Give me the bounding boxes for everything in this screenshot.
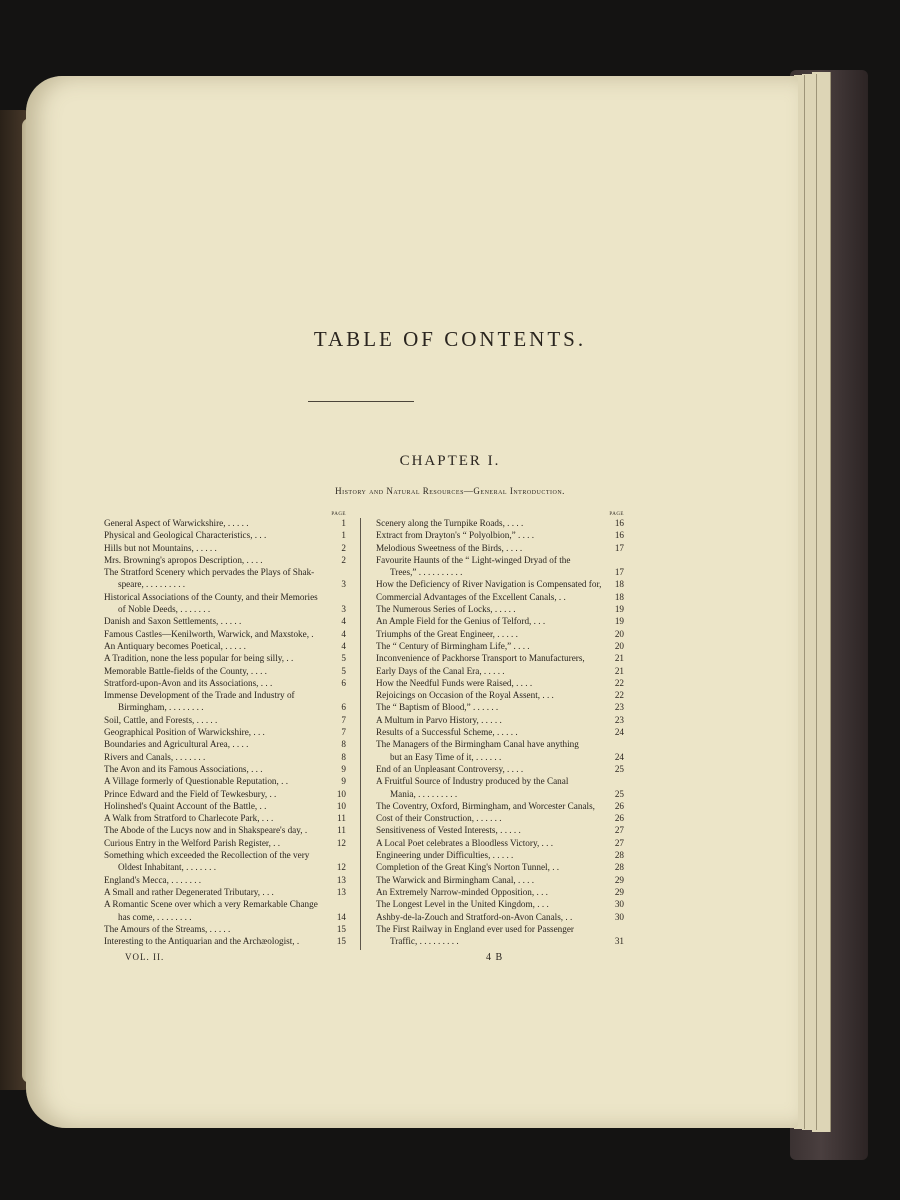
toc-entry-title: Danish and Saxon Settlements, . . . . . <box>104 616 242 627</box>
toc-entry-page: 3 <box>341 579 346 590</box>
toc-entry-page: 15 <box>336 923 346 934</box>
toc-entry <box>104 874 346 886</box>
toc-entry-title: An Extremely Narrow-minded Opposition, . . . <box>376 886 548 897</box>
toc-entry-title: The Warwick and Birmingham Canal, . . . . <box>376 874 535 885</box>
toc-entry-page: 18 <box>614 591 624 602</box>
toc-entry-page: 6 <box>341 677 346 688</box>
column-divider <box>360 518 361 950</box>
page-column-label: PAGE <box>609 512 624 517</box>
toc-entry-page: 20 <box>614 640 624 651</box>
toc-entry-title: Hills but not Mountains, . . . . . <box>104 542 217 553</box>
toc-entry <box>376 714 624 726</box>
toc-entry-title: End of an Unpleasant Controversy, . . . . <box>376 763 524 774</box>
toc-entry <box>376 800 624 812</box>
toc-entry-page: 4 <box>341 628 346 639</box>
toc-column-right <box>376 512 624 947</box>
toc-entry <box>104 689 346 701</box>
toc-entry-page: 21 <box>614 665 624 676</box>
toc-entry-page: 23 <box>614 702 624 713</box>
toc-entry-page: 25 <box>614 788 624 799</box>
toc-entry <box>104 591 346 603</box>
toc-entry <box>104 775 346 787</box>
toc-entry-page: 21 <box>614 653 624 664</box>
toc-entry-title: Immense Development of the Trade and Industry of <box>104 690 295 701</box>
toc-entry <box>376 775 624 787</box>
toc-entry-title: Traffic, . . . . . . . . . <box>390 936 459 947</box>
toc-entry <box>376 824 624 836</box>
toc-entry-title: How the Deficiency of River Navigation is Compensated for, <box>376 579 602 590</box>
toc-entry <box>376 898 624 910</box>
toc-entry-title: Ashby-de-la-Zouch and Stratford-on-Avon Canals, . . <box>376 911 573 922</box>
toc-entry <box>104 640 346 652</box>
toc-entry <box>104 665 346 677</box>
toc-entry-page: 13 <box>336 874 346 885</box>
chapter-heading: CHAPTER I. <box>399 453 501 469</box>
toc-entry-title: Scenery along the Turnpike Roads, . . . . <box>376 518 524 528</box>
toc-entry-title: Curious Entry in the Welford Parish Register, . . <box>104 837 281 848</box>
toc-entry <box>104 898 346 910</box>
toc-entry-title: Birmingham, . . . . . . . . <box>118 702 204 713</box>
toc-entry <box>376 923 624 935</box>
toc-entry-title: A Tradition, none the less popular for being silly, . . <box>104 653 294 664</box>
toc-entry <box>104 800 346 812</box>
toc-entry-page: 2 <box>341 554 346 565</box>
toc-entry-page: 26 <box>614 800 624 811</box>
toc-entry-title: Rejoicings on Occasion of the Royal Assent, . . . <box>376 690 554 701</box>
toc-entry-page: 26 <box>614 813 624 824</box>
toc-entry-title: Historical Associations of the County, and their Memories <box>104 591 318 602</box>
toc-entry <box>104 542 346 554</box>
toc-entry <box>376 738 624 750</box>
toc-entry-title: The Longest Level in the United Kingdom, . . . <box>376 899 549 910</box>
toc-entry-title: of Noble Deeds, . . . . . . . <box>118 604 211 615</box>
toc-entry <box>376 517 624 529</box>
toc-entry-page: 6 <box>341 702 346 713</box>
toc-entry <box>104 911 346 923</box>
toc-entry-page: 12 <box>336 837 346 848</box>
toc-entry <box>376 566 624 578</box>
toc-entry-title: A Multum in Parvo History, . . . . . <box>376 714 502 725</box>
toc-entry <box>376 751 624 763</box>
toc-entry-page: 4 <box>341 640 346 651</box>
toc-entry-title: speare, . . . . . . . . . <box>118 579 186 590</box>
toc-entry-page: 30 <box>614 911 624 922</box>
toc-entry-page: 8 <box>341 751 346 762</box>
toc-entry <box>376 849 624 861</box>
toc-entry-title: The Managers of the Birmingham Canal have anything <box>376 739 579 750</box>
toc-entry-page: 19 <box>614 616 624 627</box>
toc-entry-title: The “ Baptism of Blood,” . . . . . . <box>376 702 499 713</box>
toc-entry-title: The Coventry, Oxford, Birmingham, and Worcester Canals, <box>376 800 595 811</box>
toc-entry <box>376 628 624 640</box>
toc-entry <box>104 788 346 800</box>
toc-entry <box>104 812 346 824</box>
toc-entry <box>376 726 624 738</box>
toc-entry-page: 7 <box>341 714 346 725</box>
toc-entry-title: Engineering under Difficulties, . . . . . <box>376 850 514 861</box>
toc-entry <box>376 677 624 689</box>
toc-entry-page: 11 <box>337 813 346 824</box>
toc-entry-title: Interesting to the Antiquarian and the Archæologist, . <box>104 936 300 947</box>
toc-entry-page: 12 <box>336 862 346 873</box>
title-rule <box>308 401 414 402</box>
toc-entry-title: Geographical Position of Warwickshire, . . . <box>104 727 265 738</box>
toc-entry-title: A Village formerly of Questionable Reputation, . . <box>104 776 289 787</box>
toc-entry-title: Rivers and Canals, . . . . . . . <box>104 751 206 762</box>
toc-entry-page: 24 <box>614 751 624 762</box>
toc-entry-page: 28 <box>614 850 624 861</box>
toc-entry <box>376 640 624 652</box>
toc-entry-page: 29 <box>614 886 624 897</box>
toc-entry-page: 10 <box>336 800 346 811</box>
toc-entry-page: 28 <box>614 862 624 873</box>
toc-entry <box>376 603 624 615</box>
toc-entry-title: The Abode of the Lucys now and in Shakspeare's day, . <box>104 825 308 836</box>
toc-entry-title: Trees,” . . . . . . . . . . <box>390 567 463 578</box>
toc-entry-page: 7 <box>341 727 346 738</box>
toc-entry-page: 17 <box>614 542 624 553</box>
toc-entry <box>104 751 346 763</box>
toc-entry-title: Holinshed's Quaint Account of the Battle, . . <box>104 800 267 811</box>
toc-entry <box>376 935 624 947</box>
toc-entry-title: Early Days of the Canal Era, . . . . . <box>376 665 505 676</box>
toc-entry-title: Inconvenience of Packhorse Transport to Manufacturers, <box>376 653 585 664</box>
toc-entry-title: An Ample Field for the Genius of Telford, . . . <box>376 616 546 627</box>
toc-entry <box>104 714 346 726</box>
toc-entry-page: 16 <box>614 518 624 528</box>
toc-entry-title: General Aspect of Warwickshire, . . . . . <box>104 518 249 528</box>
toc-entry <box>376 591 624 603</box>
toc-entry <box>376 615 624 627</box>
toc-entry-title: has come, . . . . . . . . <box>118 911 192 922</box>
toc-entry-page: 24 <box>614 727 624 738</box>
chapter-subtitle: History and Natural Resources—General Introduction. <box>335 486 565 496</box>
toc-entry-page: 15 <box>336 936 346 947</box>
toc-entry <box>104 861 346 873</box>
toc-entry-title: A Fruitful Source of Industry produced by the Canal <box>376 776 569 787</box>
toc-entry <box>376 837 624 849</box>
toc-entry-page: 31 <box>614 936 624 947</box>
toc-entry-page: 19 <box>614 604 624 615</box>
toc-entry-page: 9 <box>341 776 346 787</box>
toc-entry-page: 11 <box>337 825 346 836</box>
toc-entry-page: 1 <box>341 530 346 541</box>
toc-entry-title: Melodious Sweetness of the Birds, . . . . <box>376 542 523 553</box>
page-column-label: PAGE <box>331 512 346 517</box>
toc-entry-title: Oldest Inhabitant, . . . . . . . <box>118 862 216 873</box>
toc-entry-title: The Amours of the Streams, . . . . . <box>104 923 231 934</box>
toc-entry <box>376 874 624 886</box>
toc-entry-title: Boundaries and Agricultural Area, . . . . <box>104 739 249 750</box>
volume-label: VOL. II. <box>125 952 165 962</box>
toc-column-left <box>104 512 346 947</box>
toc-entry <box>104 923 346 935</box>
toc-entry <box>376 911 624 923</box>
toc-entry-page: 8 <box>341 739 346 750</box>
toc-list-left <box>104 517 346 947</box>
toc-entry <box>104 935 346 947</box>
toc-entry-page: 17 <box>614 567 624 578</box>
toc-entry-page: 27 <box>614 837 624 848</box>
toc-entry-title: Memorable Battle-fields of the County, . . . . <box>104 665 267 676</box>
toc-entry-title: Completion of the Great King's Norton Tunnel, . . <box>376 862 560 873</box>
toc-entry-title: The “ Century of Birmingham Life,” . . . . <box>376 640 530 651</box>
toc-entry-page: 5 <box>341 665 346 676</box>
toc-entry-page: 27 <box>614 825 624 836</box>
toc-entry <box>376 701 624 713</box>
toc-entry <box>376 652 624 664</box>
toc-entry-page: 22 <box>614 690 624 701</box>
toc-entry <box>376 812 624 824</box>
toc-entry-page: 5 <box>341 653 346 664</box>
toc-entry <box>104 849 346 861</box>
toc-entry <box>376 886 624 898</box>
toc-entry-page: 23 <box>614 714 624 725</box>
toc-entry <box>376 542 624 554</box>
toc-entry-title: Something which exceeded the Recollection of the very <box>104 850 310 861</box>
toc-entry-title: Mania, . . . . . . . . . <box>390 788 458 799</box>
toc-entry <box>376 788 624 800</box>
toc-entry-page: 2 <box>341 542 346 553</box>
toc-entry-title: Sensitiveness of Vested Interests, . . . . . <box>376 825 521 836</box>
toc-entry-page: 14 <box>336 911 346 922</box>
toc-entry-page: 13 <box>336 886 346 897</box>
toc-entry-title: An Antiquary becomes Poetical, . . . . . <box>104 640 246 651</box>
toc-entry-page: 3 <box>341 604 346 615</box>
toc-entry-title: England's Mecca, . . . . . . . <box>104 874 202 885</box>
toc-entry <box>104 763 346 775</box>
toc-entry-title: The Avon and its Famous Associations, . . . <box>104 763 263 774</box>
toc-entry <box>376 861 624 873</box>
toc-entry <box>104 517 346 529</box>
toc-entry-title: A Romantic Scene over which a very Remarkable Change <box>104 899 318 910</box>
toc-entry <box>376 665 624 677</box>
toc-entry-title: A Local Poet celebrates a Bloodless Victory, . . . <box>376 837 554 848</box>
page-title: TABLE OF CONTENTS. <box>313 327 587 351</box>
toc-entry-title: Mrs. Browning's apropos Description, . . . . <box>104 554 263 565</box>
toc-entry <box>104 615 346 627</box>
toc-entry-page: 20 <box>614 628 624 639</box>
toc-entry-title: Triumphs of the Great Engineer, . . . . . <box>376 628 518 639</box>
toc-entry-page: 9 <box>341 763 346 774</box>
toc-entry-title: Physical and Geological Characteristics, . . . <box>104 530 267 541</box>
toc-entry-title: The First Railway in England ever used for Passenger <box>376 923 574 934</box>
toc-entry <box>104 529 346 541</box>
toc-entry-page: 22 <box>614 677 624 688</box>
toc-entry <box>104 566 346 578</box>
toc-entry <box>376 529 624 541</box>
toc-entry-title: Cost of their Construction, . . . . . . <box>376 813 502 824</box>
toc-entry <box>104 628 346 640</box>
toc-entry-page: 4 <box>341 616 346 627</box>
toc-entry-page: 25 <box>614 763 624 774</box>
toc-entry-title: Results of a Successful Scheme, . . . . . <box>376 727 518 738</box>
toc-entry-title: How the Needful Funds were Raised, . . . . <box>376 677 533 688</box>
toc-entry-title: Commercial Advantages of the Excellent Canals, . . <box>376 591 566 602</box>
toc-entry-title: A Walk from Stratford to Charlecote Park, . . . <box>104 813 274 824</box>
toc-entry-title: Soil, Cattle, and Forests, . . . . . <box>104 714 218 725</box>
toc-entry <box>104 738 346 750</box>
toc-entry-title: The Numerous Series of Locks, . . . . . <box>376 604 516 615</box>
toc-entry-page: 16 <box>614 530 624 541</box>
toc-entry <box>104 603 346 615</box>
toc-entry <box>376 763 624 775</box>
toc-entry <box>104 824 346 836</box>
toc-entry <box>104 554 346 566</box>
toc-entry-page: 1 <box>341 518 346 528</box>
toc-entry-title: Stratford-upon-Avon and its Associations, . . . <box>104 677 273 688</box>
toc-entry <box>104 837 346 849</box>
toc-entry-title: Extract from Drayton's “ Polyolbion,” . . . . <box>376 530 535 541</box>
toc-entry <box>376 689 624 701</box>
toc-entry-page: 29 <box>614 874 624 885</box>
toc-entry <box>104 886 346 898</box>
toc-entry-title: The Stratford Scenery which pervades the Plays of Shak- <box>104 567 315 578</box>
toc-entry <box>376 578 624 590</box>
toc-entry-page: 10 <box>336 788 346 799</box>
toc-entry <box>104 677 346 689</box>
toc-list-right <box>376 517 624 947</box>
toc-entry-title: Famous Castles—Kenilworth, Warwick, and Maxstoke, . <box>104 628 314 639</box>
toc-entry <box>104 578 346 590</box>
toc-entry <box>376 554 624 566</box>
toc-entry-title: Prince Edward and the Field of Tewkesbury, . . <box>104 788 277 799</box>
toc-entry <box>104 701 346 713</box>
signature-mark: 4 B <box>486 952 504 963</box>
toc-entry-page: 30 <box>614 899 624 910</box>
toc-entry-title: Favourite Haunts of the “ Light-winged Dryad of the <box>376 554 571 565</box>
toc-entry <box>104 726 346 738</box>
toc-entry-title: A Small and rather Degenerated Tributary, . . . <box>104 886 274 897</box>
toc-entry-page: 18 <box>614 579 624 590</box>
toc-entry <box>104 652 346 664</box>
toc-entry-title: but an Easy Time of it, . . . . . . <box>390 751 502 762</box>
